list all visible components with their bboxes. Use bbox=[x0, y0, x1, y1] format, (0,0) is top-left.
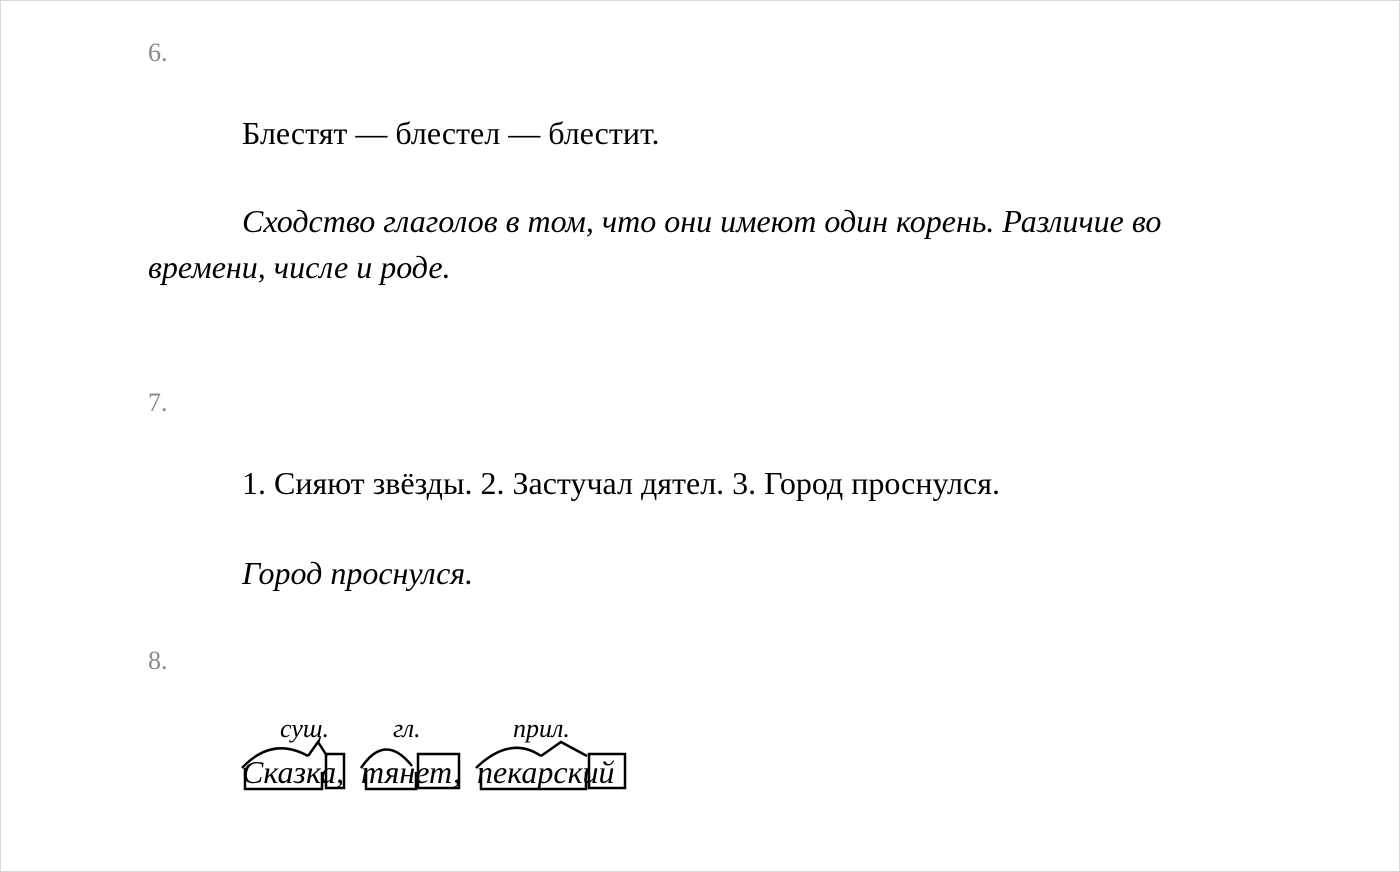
task-7-line-1: 1. Сияют звёзды. 2. Застучал дятел. 3. Город проснулся. bbox=[242, 465, 1000, 501]
root-arc-mark bbox=[476, 748, 541, 768]
root-arc-mark bbox=[308, 742, 327, 756]
word-text: пекарский bbox=[477, 754, 615, 790]
ending-box-mark bbox=[589, 754, 625, 788]
pos-label-verb: гл. bbox=[393, 714, 421, 743]
root-arc-mark bbox=[361, 749, 412, 768]
task-6-line-1: Блестят — блестел — блестит. bbox=[242, 115, 660, 151]
ending-box-mark bbox=[326, 754, 344, 788]
stem-bracket-mark bbox=[481, 768, 586, 789]
task-number-7: 7. bbox=[148, 388, 168, 417]
separator: , bbox=[452, 754, 461, 790]
task-6-answer-paragraph: Сходство глаголов в том, что они имеют один корень. Различие во времени, числе и роде. bbox=[148, 203, 1162, 285]
word-text: Сказка bbox=[242, 754, 337, 790]
stem-bracket-mark bbox=[366, 768, 416, 789]
word-text: тянет bbox=[361, 754, 453, 790]
pos-label-adjective: прил. bbox=[513, 714, 570, 743]
task-number-8: 8. bbox=[148, 646, 168, 675]
pos-label-noun: сущ. bbox=[280, 714, 330, 743]
stem-bracket-mark bbox=[245, 768, 322, 789]
ending-box-mark bbox=[418, 754, 459, 788]
separator: , bbox=[336, 754, 345, 790]
root-arc-mark bbox=[242, 748, 308, 768]
suffix-mark bbox=[541, 742, 587, 756]
task-7-line-2: Город проснулся. bbox=[242, 555, 474, 591]
task-number-6: 6. bbox=[148, 38, 168, 67]
